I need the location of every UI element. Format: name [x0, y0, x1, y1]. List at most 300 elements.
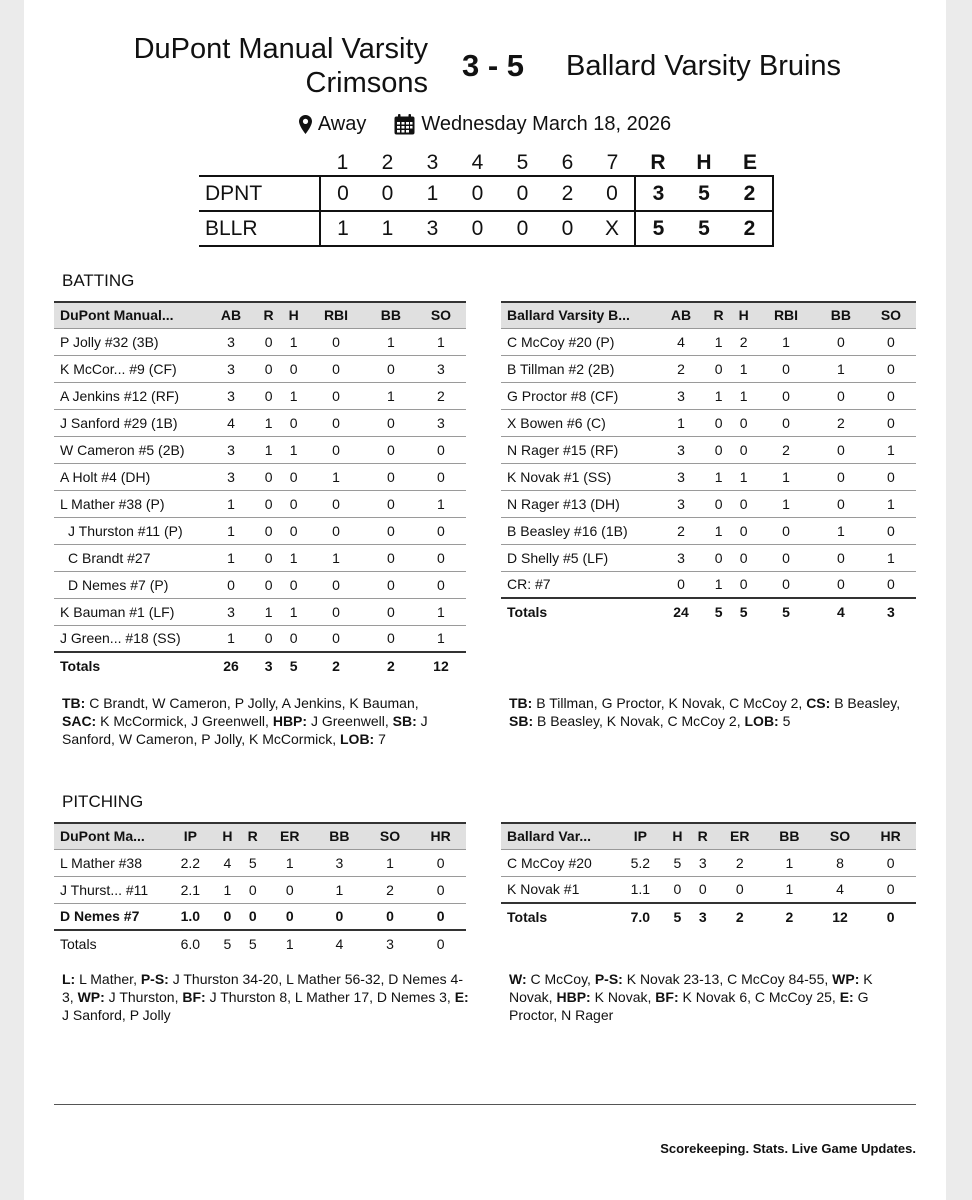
- stat-value: 1: [731, 355, 756, 382]
- total-value: 7.0: [630, 909, 651, 925]
- stat-value: 2: [715, 849, 764, 876]
- player-name: G Proctor #8 (CF): [501, 382, 656, 409]
- total-value: 6.0: [180, 936, 201, 952]
- stat-value: 0: [256, 355, 281, 382]
- stat-value: 1: [756, 328, 816, 355]
- player-row: [54, 409, 466, 436]
- inning-score: X: [604, 216, 619, 240]
- stat-value: 5.2: [616, 849, 665, 876]
- inning-score: 0: [516, 181, 529, 205]
- stat-value: 0: [366, 517, 416, 544]
- player-row: [54, 517, 466, 544]
- player-row: [54, 490, 466, 517]
- stat-value: 0: [306, 409, 366, 436]
- stat-value: 0: [756, 382, 816, 409]
- stat-value: 0: [306, 625, 366, 652]
- stat-value: 0: [306, 571, 366, 598]
- stats-header-row: [54, 823, 466, 849]
- stat-value: 0: [756, 355, 816, 382]
- stat-value: 1: [706, 571, 731, 598]
- player-name: P Jolly #32 (3B): [54, 328, 206, 355]
- note-key: SAC:: [62, 713, 97, 729]
- batting-notes-home: [62, 694, 432, 748]
- stat-value: 1: [281, 328, 306, 355]
- stat-column-header: IP: [166, 823, 215, 849]
- stat-column-header: RBI: [756, 302, 816, 328]
- stat-value: 1: [306, 544, 366, 571]
- note-key: P-S:: [140, 971, 169, 987]
- stat-value: 0: [416, 544, 466, 571]
- totals-label: Totals: [507, 909, 548, 925]
- runs-header: R: [650, 150, 666, 174]
- stat-value: 0: [866, 463, 916, 490]
- inning-score: 0: [320, 176, 365, 211]
- stat-value: 1: [764, 876, 815, 903]
- stat-value: 3: [206, 463, 256, 490]
- total-value: 3: [698, 909, 707, 925]
- linescore-header-row: [199, 150, 773, 176]
- stat-value: 1: [306, 463, 366, 490]
- inning-score: 0: [471, 216, 484, 240]
- stat-value: 3: [206, 328, 256, 355]
- errors-total: 2: [727, 211, 773, 246]
- total-value: 2: [785, 909, 794, 925]
- total-value: 26: [223, 658, 239, 674]
- player-row: [54, 328, 466, 355]
- player-name: D Nemes #7: [54, 903, 166, 930]
- stat-value: 0: [306, 436, 366, 463]
- stat-column-header: H: [281, 302, 306, 328]
- inning-header: 1: [336, 150, 349, 174]
- player-row: [501, 436, 916, 463]
- note-text: C Brandt, W Cameron, P Jolly, A Jenkins, K Bauman,: [85, 695, 419, 711]
- player-name: A Jenkins #12 (RF): [54, 382, 206, 409]
- note-text: K McCormick, J Greenwell,: [96, 713, 273, 729]
- total-value: 5: [739, 604, 748, 620]
- player-row: [54, 463, 466, 490]
- stat-value: 3: [206, 382, 256, 409]
- player-row: [54, 625, 466, 652]
- stat-value: 3: [206, 598, 256, 625]
- stat-value: 1: [816, 517, 866, 544]
- player-name: J Sanford #29 (1B): [54, 409, 206, 436]
- total-value: 4: [335, 936, 344, 952]
- stat-value: 0: [366, 436, 416, 463]
- footer-tagline: Scorekeeping. Stats. Live Game Updates.: [660, 1141, 916, 1156]
- stat-value: 0: [416, 571, 466, 598]
- stat-value: 0: [281, 409, 306, 436]
- player-row: [501, 876, 916, 903]
- stat-value: 0: [256, 517, 281, 544]
- stat-value: 0: [866, 382, 916, 409]
- stat-column-header: BB: [314, 823, 365, 849]
- stat-column-header: H: [731, 302, 756, 328]
- stat-value: 3: [416, 409, 466, 436]
- inning-header: 5: [516, 150, 529, 174]
- player-name: K McCor... #9 (CF): [54, 355, 206, 382]
- inning-score: 3: [426, 216, 439, 240]
- totals-label: Totals: [60, 658, 101, 674]
- player-name: K Bauman #1 (LF): [54, 598, 206, 625]
- runs-total: 3: [635, 176, 681, 211]
- stats-header-row: [501, 302, 916, 328]
- total-value: 12: [832, 909, 848, 925]
- stat-value: 4: [215, 849, 240, 876]
- stat-value: 0: [816, 490, 866, 517]
- stat-value: 3: [206, 355, 256, 382]
- note-key: WP:: [77, 989, 105, 1005]
- stat-value: 2: [656, 355, 706, 382]
- home-team-name-line1: DuPont Manual Varsity: [133, 33, 428, 65]
- stat-column-header: ER: [715, 823, 764, 849]
- stat-value: 0: [706, 355, 731, 382]
- stat-value: 0: [366, 571, 416, 598]
- game-meta: [24, 113, 946, 136]
- linescore-team: DPNT: [205, 181, 263, 205]
- player-row: [54, 436, 466, 463]
- inning-score: 0: [561, 216, 574, 240]
- note-text: B Beasley, K Novak, C McCoy 2,: [533, 713, 745, 729]
- stat-value: 0: [731, 409, 756, 436]
- player-row: [501, 409, 916, 436]
- stat-value: 0: [366, 544, 416, 571]
- note-key: TB:: [62, 695, 86, 711]
- stat-value: 0: [256, 625, 281, 652]
- inning-score: 0: [606, 181, 618, 205]
- hits-header: H: [696, 150, 712, 174]
- player-name: J Green... #18 (SS): [54, 625, 206, 652]
- stat-value: 2: [756, 436, 816, 463]
- stat-column-header: IP: [616, 823, 665, 849]
- stat-value: 1: [706, 328, 731, 355]
- batting-section-title: BATTING: [62, 271, 135, 290]
- player-row: [501, 328, 916, 355]
- stat-value: 1: [866, 436, 916, 463]
- stat-value: 0: [366, 490, 416, 517]
- totals-label: Totals: [60, 936, 97, 952]
- stat-value: 0: [306, 328, 366, 355]
- stat-value: 0: [866, 517, 916, 544]
- hits-total: 5: [698, 216, 710, 240]
- stat-value: 0: [816, 571, 866, 598]
- stat-value: 0: [366, 625, 416, 652]
- note-key: SB:: [509, 713, 534, 729]
- totals-row: [54, 652, 466, 679]
- note-key: W:: [509, 971, 527, 987]
- stat-value: 5: [665, 849, 690, 876]
- stat-value: 0: [265, 876, 314, 903]
- stat-value: 0: [366, 409, 416, 436]
- stat-value: 5: [240, 849, 265, 876]
- batting-notes-away: [509, 694, 909, 730]
- stat-value: 0: [281, 625, 306, 652]
- player-name: L Mather #38 (P): [54, 490, 206, 517]
- stat-value: 0: [731, 490, 756, 517]
- player-name: C McCoy #20 (P): [501, 328, 656, 355]
- stat-value: 4: [815, 876, 866, 903]
- stat-value: 0: [281, 355, 306, 382]
- pitching-table-home: [54, 822, 466, 957]
- stat-value: 2: [656, 517, 706, 544]
- linescore-row-away: [199, 211, 773, 246]
- stat-value: 8: [815, 849, 866, 876]
- inning-header: 7: [606, 150, 619, 174]
- total-value: 3: [264, 658, 273, 674]
- note-text: K Novak,: [590, 989, 656, 1005]
- stat-column-header: HR: [415, 823, 466, 849]
- stat-value: 1: [756, 490, 816, 517]
- game-location: Away: [317, 113, 367, 135]
- stat-value: 3: [656, 490, 706, 517]
- stat-value: 2: [816, 409, 866, 436]
- player-name: J Thurst... #11: [54, 876, 166, 903]
- team-column-header: DuPont Manual...: [54, 302, 206, 328]
- stats-header-row: [54, 302, 466, 328]
- stat-value: 1: [731, 382, 756, 409]
- player-name: J Thurston #11 (P): [54, 517, 206, 544]
- stat-value: 0: [756, 517, 816, 544]
- stat-value: 0: [706, 544, 731, 571]
- stat-value: 0: [866, 409, 916, 436]
- player-name: A Holt #4 (DH): [54, 463, 206, 490]
- player-row: [54, 382, 466, 409]
- stat-value: 0: [365, 903, 416, 930]
- player-name: N Rager #15 (RF): [501, 436, 656, 463]
- stat-value: 1: [281, 436, 306, 463]
- stat-value: 0: [256, 571, 281, 598]
- stat-value: 0: [816, 382, 866, 409]
- player-row: [501, 517, 916, 544]
- stat-value: 3: [656, 463, 706, 490]
- note-text: 7: [374, 731, 386, 747]
- linescore-table: [199, 150, 774, 247]
- stats-header-row: [501, 823, 916, 849]
- total-value: 0: [436, 936, 445, 952]
- stat-value: 1: [816, 355, 866, 382]
- note-text: G Proctor, N Rager: [509, 989, 869, 1023]
- stat-value: 0: [756, 544, 816, 571]
- stat-column-header: BB: [816, 302, 866, 328]
- player-row: [501, 382, 916, 409]
- inning-header: 6: [561, 150, 574, 174]
- team-column-header: Ballard Var...: [501, 823, 616, 849]
- stat-value: 1: [256, 598, 281, 625]
- player-name: D Nemes #7 (P): [54, 571, 206, 598]
- calendar-icon: [394, 114, 415, 135]
- stat-value: 0: [306, 382, 366, 409]
- stat-value: 0: [256, 382, 281, 409]
- stat-column-header: BB: [366, 302, 416, 328]
- stat-value: 1: [756, 463, 816, 490]
- boxscore-page: [24, 0, 946, 1200]
- player-name: CR: #7: [501, 571, 656, 598]
- stat-value: 0: [366, 463, 416, 490]
- inning-score: 0: [516, 216, 529, 240]
- stat-column-header: ER: [265, 823, 314, 849]
- stat-value: 1: [314, 876, 365, 903]
- player-row: [501, 544, 916, 571]
- team-column-header: DuPont Ma...: [54, 823, 166, 849]
- stat-value: 3: [206, 436, 256, 463]
- stat-value: 0: [665, 876, 690, 903]
- stat-value: 0: [756, 571, 816, 598]
- stat-value: 0: [306, 355, 366, 382]
- stat-value: 3: [416, 355, 466, 382]
- note-text: B Tillman, G Proctor, K Novak, C McCoy 2,: [532, 695, 807, 711]
- note-text: J Thurston,: [104, 989, 183, 1005]
- player-name: W Cameron #5 (2B): [54, 436, 206, 463]
- stat-value: 3: [656, 436, 706, 463]
- stat-value: 0: [690, 876, 715, 903]
- errors-total: 2: [727, 176, 773, 211]
- stat-value: 3: [690, 849, 715, 876]
- stat-value: 0: [866, 355, 916, 382]
- batting-table-home: [54, 301, 466, 679]
- total-value: 5: [714, 604, 723, 620]
- linescore-team: BLLR: [205, 216, 258, 240]
- note-key: TB:: [509, 695, 533, 711]
- stat-value: 0: [816, 544, 866, 571]
- game-date: Wednesday March 18, 2026: [421, 113, 672, 135]
- stat-column-header: SO: [365, 823, 416, 849]
- stat-value: 0: [731, 436, 756, 463]
- stat-value: 2.1: [166, 876, 215, 903]
- note-text: J Greenwell,: [307, 713, 393, 729]
- player-name: X Bowen #6 (C): [501, 409, 656, 436]
- stat-value: 1: [206, 544, 256, 571]
- stat-value: 0: [715, 876, 764, 903]
- stat-value: 1: [706, 463, 731, 490]
- total-value: 0: [886, 909, 895, 925]
- player-name: N Rager #13 (DH): [501, 490, 656, 517]
- stat-value: 0: [415, 876, 466, 903]
- stat-column-header: R: [240, 823, 265, 849]
- stat-value: 0: [314, 903, 365, 930]
- stat-value: 0: [416, 463, 466, 490]
- player-row: [54, 544, 466, 571]
- stat-column-header: HR: [865, 823, 916, 849]
- stat-value: 0: [240, 903, 265, 930]
- player-name: K Novak #1 (SS): [501, 463, 656, 490]
- total-value: 2: [735, 909, 744, 925]
- total-value: 5: [223, 936, 232, 952]
- player-row: [54, 903, 466, 930]
- player-row: [54, 571, 466, 598]
- total-value: 12: [433, 658, 449, 674]
- player-row: [501, 571, 916, 598]
- stat-column-header: AB: [206, 302, 256, 328]
- totals-row: [501, 598, 916, 625]
- stat-column-header: R: [690, 823, 715, 849]
- stat-value: 1: [281, 382, 306, 409]
- note-key: HBP:: [556, 989, 591, 1005]
- linescore-row-home: [199, 176, 773, 211]
- pitching-notes-home: [62, 970, 472, 1024]
- note-key: E:: [454, 989, 469, 1005]
- total-value: 4: [836, 604, 845, 620]
- home-team-name-line2: Crimsons: [305, 67, 428, 99]
- stat-value: 0: [416, 517, 466, 544]
- stat-value: 1: [365, 849, 416, 876]
- player-name: L Mather #38: [54, 849, 166, 876]
- stat-value: 0: [306, 490, 366, 517]
- total-value: 3: [386, 936, 394, 952]
- stat-value: 0: [281, 463, 306, 490]
- runs-total: 5: [635, 211, 681, 246]
- inning-header: 2: [381, 150, 394, 174]
- totals-row: [501, 903, 916, 930]
- totals-label: Totals: [507, 604, 548, 620]
- stat-column-header: AB: [656, 302, 706, 328]
- note-key: BF:: [655, 989, 679, 1005]
- total-value: 24: [673, 604, 689, 620]
- stat-value: 0: [706, 490, 731, 517]
- inning-score: 1: [320, 211, 365, 246]
- stat-value: 1: [265, 849, 314, 876]
- stat-value: 0: [281, 571, 306, 598]
- stat-value: 0: [731, 571, 756, 598]
- note-key: CS:: [806, 695, 831, 711]
- note-key: LOB:: [340, 731, 375, 747]
- stat-value: 0: [306, 517, 366, 544]
- stat-value: 0: [256, 463, 281, 490]
- stat-value: 1: [256, 409, 281, 436]
- stat-value: 0: [256, 490, 281, 517]
- stat-value: 3: [314, 849, 365, 876]
- stat-value: 1: [215, 876, 240, 903]
- note-text: J Sanford, W Cameron, P Jolly, K McCormick,: [62, 713, 428, 747]
- stat-value: 0: [281, 490, 306, 517]
- stat-column-header: R: [256, 302, 281, 328]
- player-row: [501, 355, 916, 382]
- stat-value: 0: [215, 903, 240, 930]
- stat-value: 0: [256, 544, 281, 571]
- stat-value: 1: [866, 490, 916, 517]
- stat-column-header: R: [706, 302, 731, 328]
- stat-value: 1.0: [166, 903, 215, 930]
- stat-value: 2: [416, 382, 466, 409]
- inning-score: 0: [471, 181, 484, 205]
- stat-value: 0: [706, 409, 731, 436]
- stat-value: 0: [366, 355, 416, 382]
- stat-value: 0: [756, 409, 816, 436]
- stat-column-header: RBI: [306, 302, 366, 328]
- stat-value: 4: [656, 328, 706, 355]
- stat-value: 1: [206, 625, 256, 652]
- stat-value: 0: [866, 328, 916, 355]
- stat-value: 1: [706, 382, 731, 409]
- stat-value: 1: [206, 517, 256, 544]
- stat-value: 0: [731, 517, 756, 544]
- note-text: J Thurston 34-20, L Mather 56-32, D Nemes 4-3,: [62, 971, 463, 1005]
- stat-value: 0: [206, 571, 256, 598]
- stat-value: 1: [706, 517, 731, 544]
- player-name: B Tillman #2 (2B): [501, 355, 656, 382]
- footer-divider: [54, 1104, 916, 1105]
- note-text: J Thurston 8, L Mather 17, D Nemes 3,: [205, 989, 455, 1005]
- final-score: 3 - 5: [462, 48, 525, 83]
- totals-row: [54, 930, 466, 957]
- note-key: SB:: [392, 713, 417, 729]
- total-value: 5: [289, 658, 298, 674]
- stat-value: 1: [256, 436, 281, 463]
- stat-value: 3: [656, 382, 706, 409]
- note-key: WP:: [832, 971, 860, 987]
- player-row: [54, 876, 466, 903]
- stat-value: 1: [366, 328, 416, 355]
- player-name: K Novak #1: [501, 876, 616, 903]
- stat-value: 2: [731, 328, 756, 355]
